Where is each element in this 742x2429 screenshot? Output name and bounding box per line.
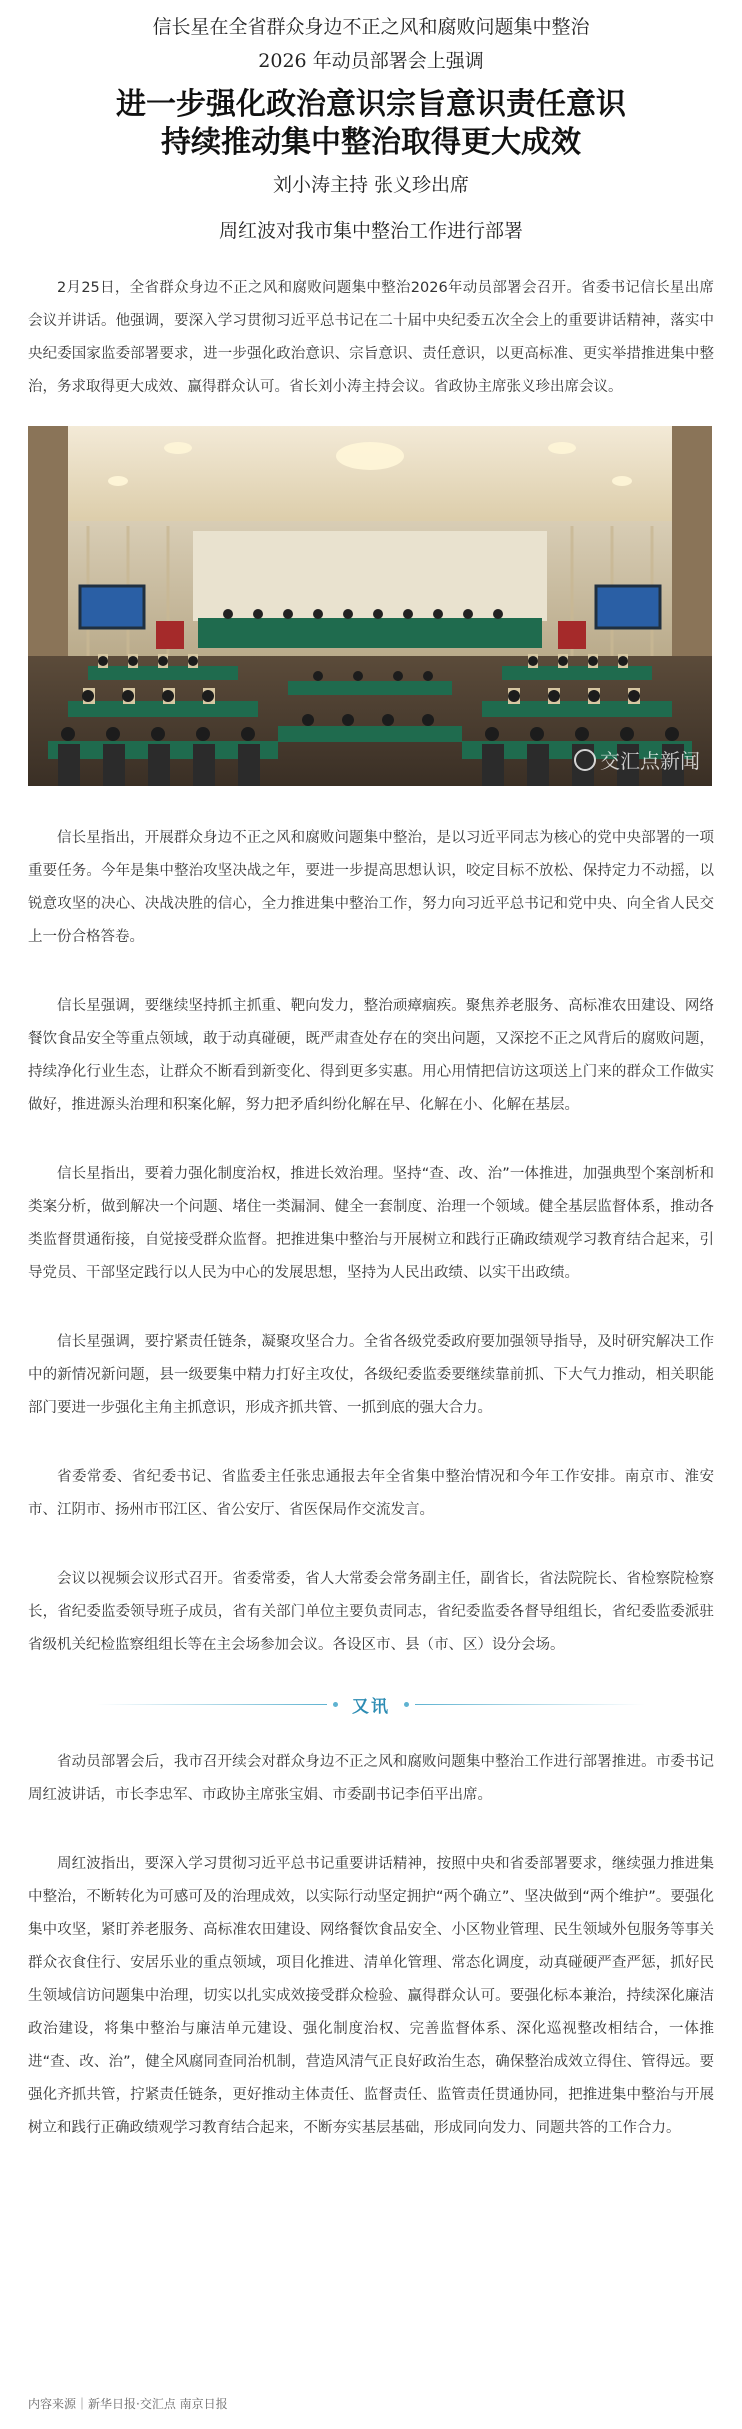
related-paragraph-1: 省动员部署会后，我市召开续会对群众身边不正之风和腐败问题集中整治工作进行部署推进。市委书记周红波讲话，市长李忠军、市政协主席张宝娟、市委副书记李佰平出席。 bbox=[28, 1754, 714, 1803]
article-header bbox=[0, 0, 742, 244]
divider-line-left bbox=[97, 1704, 327, 1705]
body-paragraph-1: 信长星指出，开展群众身边不正之风和腐败问题集中整治，是以习近平同志为核心的党中央部署的一项重要任务。今年是集中整治攻坚决战之年，要进一步提高思想认识，咬定目标不放松、保持定力不动摇，以锐意攻坚的决心、决战决胜的信心，全力推进集中整治工作，努力向习近平总书记和党中央、向全省人民交上一份合格答卷。 bbox=[28, 830, 714, 945]
content-source: 内容来源｜新华日报·交汇点 南京日报 bbox=[28, 2397, 228, 2411]
meeting-photo bbox=[28, 426, 712, 786]
intro-paragraph: 2月25日，全省群众身边不正之风和腐败问题集中整治2026年动员部署会召开。省委书记信长星出席会议并讲话。他强调，要深入学习贯彻习近平总书记在二十届中央纪委五次全会上的重要讲话精神，落实中央纪委国家监委部署要求，进一步强化政治意识、宗旨意识、责任意识，以更高标准、更实举措推进集中整治，务求取得更大成效、赢得群众认可。省长刘小涛主持会议。省政协主席张义珍出席会议。 bbox=[28, 280, 714, 395]
kicker-line-2: 2026 年动员部署会上强调 bbox=[258, 50, 484, 72]
photo-watermark bbox=[574, 745, 700, 774]
divider-line-right bbox=[415, 1704, 645, 1705]
body-paragraph-4: 信长星强调，要拧紧责任链条，凝聚攻坚合力。全省各级党委政府要加强领导指导，及时研究解决工作中的新情况新问题，县一级要集中精力打好主攻仗，各级纪委监委要继续靠前抓、下大气力推动，相关职能部门要进一步强化主角主抓意识，形成齐抓共管、一抓到底的强大合力。 bbox=[28, 1334, 714, 1416]
byline: 刘小涛主持 张义珍出席 bbox=[272, 174, 470, 196]
body-paragraph-6: 会议以视频会议形式召开。省委常委，省人大常委会常务副主任，副省长，省法院院长、省检察院检察长，省纪委监委领导班子成员，省有关部门单位主要负责同志，省纪委监委各督导组组长，省纪委监委派驻省级机关纪检监察组组长等在主会场参加会议。各设区市、县（市、区）设分会场。 bbox=[28, 1571, 714, 1653]
divider-dot-left bbox=[333, 1702, 338, 1707]
headline-line-2: 持续推动集中整治取得更大成效 bbox=[161, 125, 581, 160]
section-divider bbox=[0, 1692, 742, 1716]
subhead: 周红波对我市集中整治工作进行部署 bbox=[218, 220, 523, 242]
meeting-hall-illustration bbox=[28, 426, 712, 786]
divider-dot-right bbox=[404, 1702, 409, 1707]
body-paragraph-3: 信长星指出，要着力强化制度治权，推进长效治理。坚持“查、改、治”一体推进，加强典型个案剖析和类案分析，做到解决一个问题、堵住一类漏洞、健全一套制度、治理一个领域。健全基层监督体系，推动各类监督贯通衔接，自觉接受群众监督。把推进集中整治与开展树立和践行正确政绩观学习教育结合起来，引导党员、干部坚定践行以人民为中心的发展思想，坚持为人民出政绩、以实干出政绩。 bbox=[28, 1166, 714, 1281]
related-paragraph-2: 周红波指出，要深入学习贯彻习近平总书记重要讲话精神，按照中央和省委部署要求，继续强力推进集中整治，不断转化为可感可及的治理成效，以实际行动坚定拥护“两个确立”、坚决做到“两个维护”。要强化集中攻坚，紧盯养老服务、高标准农田建设、网络餐饮食品安全、小区物业管理、民生领域外包服务等事关群众衣食住行、安居乐业的重点领域，项目化推进、清单化管理、常态化调度，动真碰硬严查严惩，抓好民生领域信访问题集中治理，切实以扎实成效接受群众检验、赢得群众认可。要强化标本兼治，持续深化廉洁政治建设，将集中整治与廉洁单元建设、强化制度治权、完善监督体系、深化巡视整改相结合，一体推进“查、改、治”，健全风腐同查同治机制，营造风清气正良好政治生态，确保整治成效立得住、管得远。要强化齐抓共管，拧紧责任链条，更好推动主体责任、监督责任、监管责任贯通协同，把推进集中整治与开展树立和践行正确政绩观学习教育结合起来，不断夯实基层基础，形成同向发力、同题共答的工作合力。 bbox=[28, 1856, 714, 2136]
headline-line-1: 进一步强化政治意识宗旨意识责任意识 bbox=[116, 87, 626, 122]
watermark-text: 交汇点新闻 bbox=[600, 749, 700, 773]
section-label: 又讯 bbox=[352, 1696, 390, 1717]
body-paragraph-2: 信长星强调，要继续坚持抓主抓重、靶向发力，整治顽瘴痼疾。聚焦养老服务、高标准农田建设、网络餐饮食品安全等重点领域，敢于动真碰硬，既严肃查处存在的突出问题，又深挖不正之风背后的腐败问题，持续净化行业生态，让群众不断看到新变化、得到更多实惠。用心用情把信访这项送上门来的群众工作做实做好，推进源头治理和积案化解，努力把矛盾纠纷化解在早、化解在小、化解在基层。 bbox=[28, 998, 714, 1113]
news-logo-icon bbox=[574, 749, 596, 771]
kicker-line-1: 信长星在全省群众身边不正之风和腐败问题集中整治 bbox=[152, 16, 590, 38]
body-paragraph-5: 省委常委、省纪委书记、省监委主任张忠通报去年全省集中整治情况和今年工作安排。南京市、淮安市、江阴市、扬州市邗江区、省公安厅、省医保局作交流发言。 bbox=[28, 1469, 714, 1518]
